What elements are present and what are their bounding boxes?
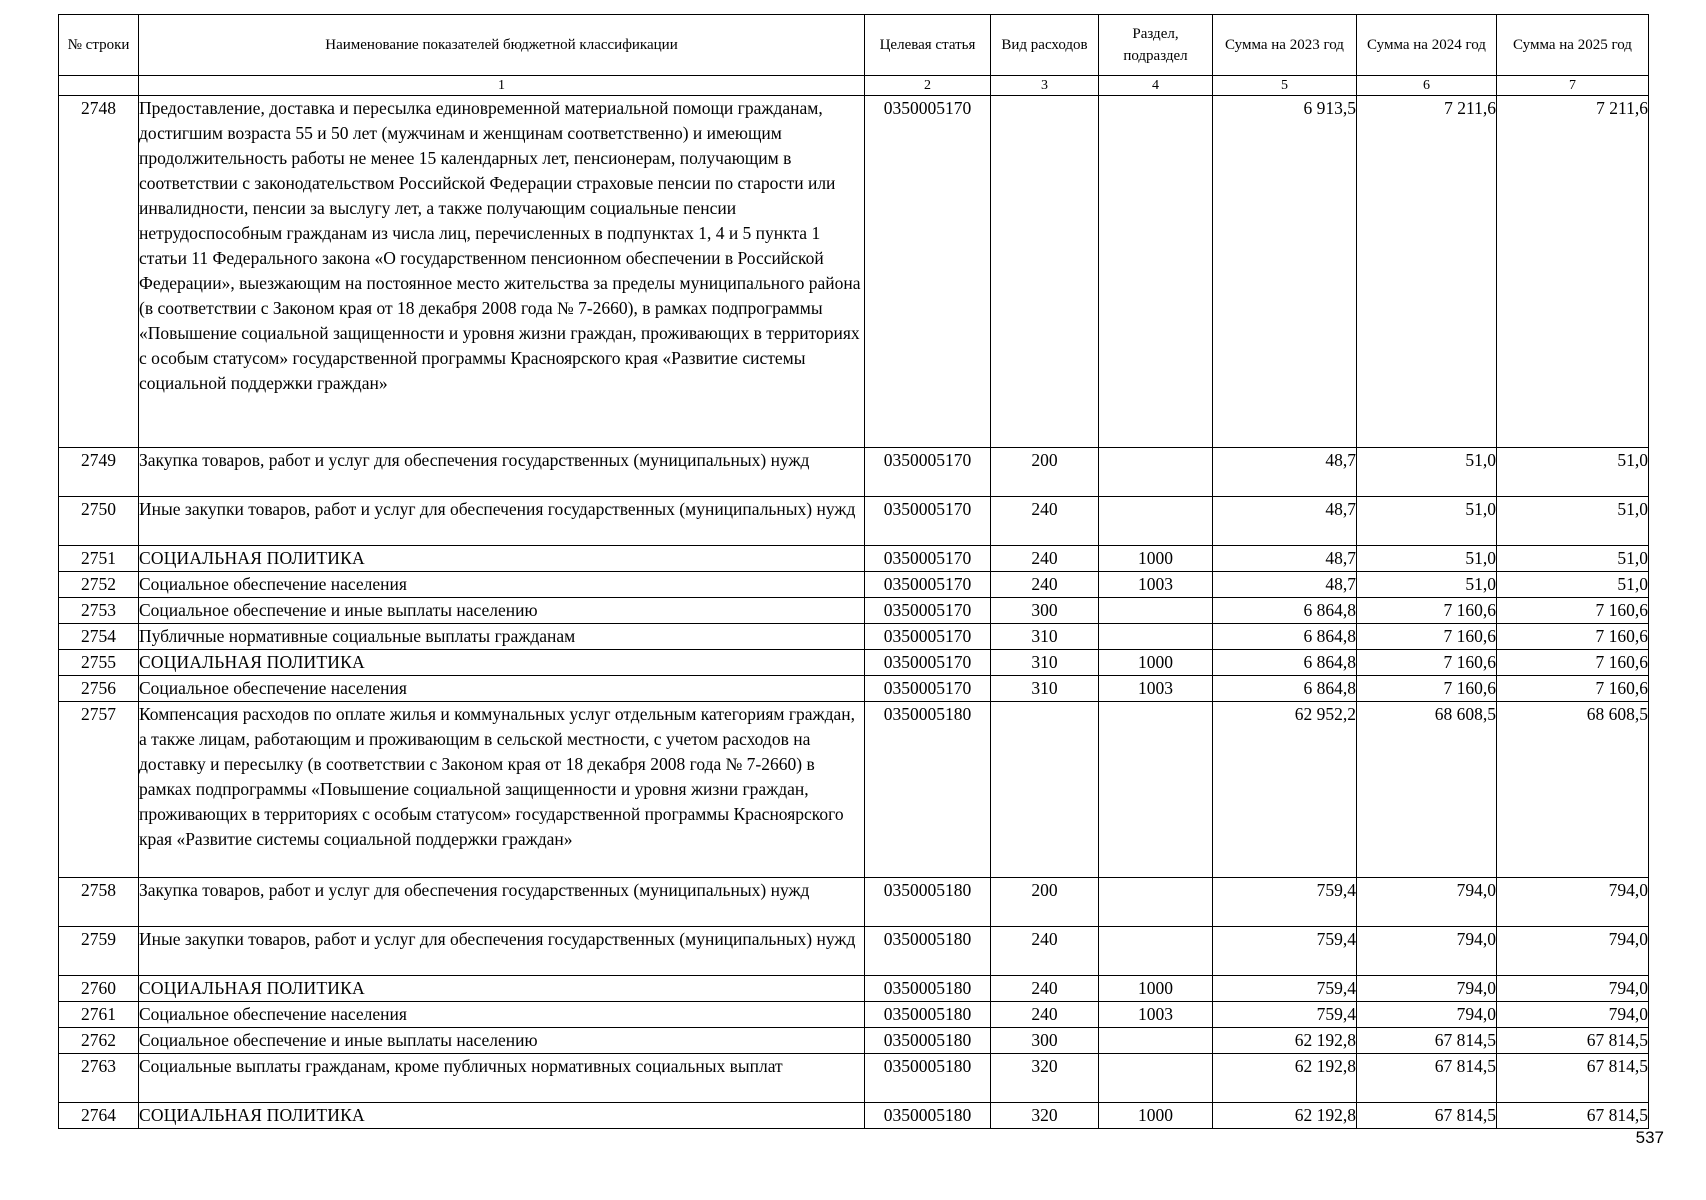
indicator-name: Закупка товаров, работ и услуг для обеспечения государственных (муниципальных) нужд — [139, 448, 865, 497]
sum-2024: 7 160,6 — [1357, 676, 1497, 702]
sum-2024: 794,0 — [1357, 878, 1497, 927]
target-article: 0350005170 — [865, 650, 991, 676]
row-number: 2758 — [59, 878, 139, 927]
sum-2023: 759,4 — [1213, 878, 1357, 927]
col-number: 1 — [139, 76, 865, 96]
section-code — [1099, 1028, 1213, 1054]
sum-2025: 68 608,5 — [1497, 702, 1649, 878]
table-row — [59, 448, 1649, 497]
section-code — [1099, 927, 1213, 976]
sum-2024: 794,0 — [1357, 976, 1497, 1002]
target-article: 0350005180 — [865, 1002, 991, 1028]
table-row — [59, 927, 1649, 976]
indicator-name: Социальное обеспечение и иные выплаты населению — [139, 598, 865, 624]
table-row — [59, 1002, 1649, 1028]
col-number: 5 — [1213, 76, 1357, 96]
expense-type: 240 — [991, 546, 1099, 572]
expense-type: 240 — [991, 1002, 1099, 1028]
expense-type: 200 — [991, 878, 1099, 927]
target-article: 0350005170 — [865, 96, 991, 448]
table-row — [59, 878, 1649, 927]
col-header-section: Раздел, подраздел — [1099, 15, 1213, 76]
indicator-name: Компенсация расходов по оплате жилья и коммунальных услуг отдельным категориям граждан, а также лицам, работающим и проживающим в сельской местности, с учетом расходов на доставку и пересылку (в соответствии с Законом края от 18 декабря 2008 года № 7-2660) в рамках подпрограммы «Повышение социальной защищенности и уровня жизни граждан, проживающих в территориях с особым статусом» государственной программы Красноярского края «Развитие системы социальной поддержки граждан» — [139, 702, 865, 878]
table-row — [59, 676, 1649, 702]
sum-2023: 759,4 — [1213, 1002, 1357, 1028]
target-article: 0350005170 — [865, 497, 991, 546]
sum-2023: 6 864,8 — [1213, 676, 1357, 702]
col-number: 7 — [1497, 76, 1649, 96]
indicator-name: Публичные нормативные социальные выплаты гражданам — [139, 624, 865, 650]
target-article: 0350005180 — [865, 702, 991, 878]
target-article: 0350005170 — [865, 572, 991, 598]
sum-2023: 48,7 — [1213, 572, 1357, 598]
row-number: 2752 — [59, 572, 139, 598]
section-code: 1000 — [1099, 546, 1213, 572]
section-code: 1000 — [1099, 650, 1213, 676]
section-code — [1099, 497, 1213, 546]
table-row — [59, 572, 1649, 598]
section-code: 1003 — [1099, 676, 1213, 702]
table-row — [59, 96, 1649, 448]
sum-2025: 7 160,6 — [1497, 650, 1649, 676]
section-code: 1003 — [1099, 572, 1213, 598]
section-code — [1099, 448, 1213, 497]
expense-type: 200 — [991, 448, 1099, 497]
budget-table — [58, 14, 1649, 1129]
indicator-name: Предоставление, доставка и пересылка единовременной материальной помощи гражданам, достигшим возраста 55 и 50 лет (мужчинам и женщинам соответственно) и имеющим продолжительность работы не менее 15 календарных лет, пенсионерам, получающим в соответствии с законодательством Российской Федерации страховые пенсии по старости или инвалидности, пенсии за выслугу лет, а также получающим социальные пенсии нетрудоспособным гражданам из числа лиц, перечисленных в подпунктах 1, 4 и 5 пункта 1 статьи 11 Федерального закона «О государственном пенсионном обеспечении в Российской Федерации», выезжающим на постоянное место жительства за пределы муниципального района (в соответствии с Законом края от 18 декабря 2008 года № 7-2660), в рамках подпрограммы «Повышение социальной защищенности и уровня жизни граждан, проживающих в территориях с особым статусом» государственной программы Красноярского края «Развитие системы социальной поддержки граждан» — [139, 96, 865, 448]
expense-type: 310 — [991, 624, 1099, 650]
expense-type: 320 — [991, 1054, 1099, 1103]
sum-2025: 7 160,6 — [1497, 676, 1649, 702]
indicator-name: Иные закупки товаров, работ и услуг для обеспечения государственных (муниципальных) нужд — [139, 497, 865, 546]
expense-type — [991, 96, 1099, 448]
expense-type: 240 — [991, 497, 1099, 546]
section-code: 1003 — [1099, 1002, 1213, 1028]
expense-type: 240 — [991, 927, 1099, 976]
table-row — [59, 702, 1649, 878]
section-code — [1099, 598, 1213, 624]
sum-2024: 68 608,5 — [1357, 702, 1497, 878]
sum-2025: 794,0 — [1497, 976, 1649, 1002]
sum-2025: 67 814,5 — [1497, 1103, 1649, 1129]
row-number: 2749 — [59, 448, 139, 497]
target-article: 0350005180 — [865, 1103, 991, 1129]
sum-2023: 62 952,2 — [1213, 702, 1357, 878]
sum-2023: 62 192,8 — [1213, 1103, 1357, 1129]
target-article: 0350005180 — [865, 1028, 991, 1054]
sum-2025: 7 160,6 — [1497, 598, 1649, 624]
sum-2024: 67 814,5 — [1357, 1028, 1497, 1054]
col-header-target: Целевая статья — [865, 15, 991, 76]
indicator-name: Социальные выплаты гражданам, кроме публичных нормативных социальных выплат — [139, 1054, 865, 1103]
expense-type: 310 — [991, 650, 1099, 676]
expense-type: 320 — [991, 1103, 1099, 1129]
section-code — [1099, 702, 1213, 878]
target-article: 0350005170 — [865, 676, 991, 702]
table-row — [59, 497, 1649, 546]
sum-2023: 48,7 — [1213, 448, 1357, 497]
col-number: 2 — [865, 76, 991, 96]
sum-2024: 67 814,5 — [1357, 1103, 1497, 1129]
sum-2024: 794,0 — [1357, 1002, 1497, 1028]
col-header-expense-type: Вид расходов — [991, 15, 1099, 76]
col-header-sum-2024: Сумма на 2024 год — [1357, 15, 1497, 76]
indicator-name: СОЦИАЛЬНАЯ ПОЛИТИКА — [139, 546, 865, 572]
sum-2025: 51,0 — [1497, 546, 1649, 572]
indicator-name: Социальное обеспечение населения — [139, 676, 865, 702]
row-number: 2754 — [59, 624, 139, 650]
sum-2023: 6 864,8 — [1213, 650, 1357, 676]
expense-type: 300 — [991, 1028, 1099, 1054]
target-article: 0350005180 — [865, 1054, 991, 1103]
col-header-row-no: № строки — [59, 15, 139, 76]
sum-2025: 67 814,5 — [1497, 1028, 1649, 1054]
sum-2024: 51,0 — [1357, 497, 1497, 546]
col-number: 6 — [1357, 76, 1497, 96]
sum-2025: 51,0 — [1497, 497, 1649, 546]
expense-type: 240 — [991, 572, 1099, 598]
sum-2024: 51,0 — [1357, 448, 1497, 497]
section-code — [1099, 1054, 1213, 1103]
target-article: 0350005180 — [865, 878, 991, 927]
row-number: 2764 — [59, 1103, 139, 1129]
expense-type: 310 — [991, 676, 1099, 702]
row-number: 2755 — [59, 650, 139, 676]
column-number-row — [59, 76, 1649, 96]
table-row — [59, 546, 1649, 572]
sum-2023: 62 192,8 — [1213, 1028, 1357, 1054]
table-row — [59, 650, 1649, 676]
expense-type — [991, 702, 1099, 878]
indicator-name: Социальное обеспечение населения — [139, 572, 865, 598]
sum-2025: 794,0 — [1497, 927, 1649, 976]
sum-2023: 6 864,8 — [1213, 624, 1357, 650]
sum-2023: 759,4 — [1213, 927, 1357, 976]
row-number: 2753 — [59, 598, 139, 624]
section-code — [1099, 878, 1213, 927]
col-header-sum-2023: Сумма на 2023 год — [1213, 15, 1357, 76]
col-number: 3 — [991, 76, 1099, 96]
row-number: 2751 — [59, 546, 139, 572]
target-article: 0350005180 — [865, 976, 991, 1002]
sum-2025: 794,0 — [1497, 1002, 1649, 1028]
row-number: 2759 — [59, 927, 139, 976]
sum-2025: 51,0 — [1497, 448, 1649, 497]
target-article: 0350005170 — [865, 448, 991, 497]
sum-2024: 794,0 — [1357, 927, 1497, 976]
sum-2025: 794,0 — [1497, 878, 1649, 927]
target-article: 0350005170 — [865, 624, 991, 650]
sum-2023: 62 192,8 — [1213, 1054, 1357, 1103]
section-code — [1099, 624, 1213, 650]
sum-2024: 7 160,6 — [1357, 598, 1497, 624]
table-row — [59, 624, 1649, 650]
row-number: 2756 — [59, 676, 139, 702]
row-number: 2757 — [59, 702, 139, 878]
sum-2024: 67 814,5 — [1357, 1054, 1497, 1103]
table-row — [59, 976, 1649, 1002]
page-number: 537 — [1635, 1128, 1664, 1147]
sum-2025: 7 211,6 — [1497, 96, 1649, 448]
sum-2024: 51,0 — [1357, 546, 1497, 572]
indicator-name: СОЦИАЛЬНАЯ ПОЛИТИКА — [139, 1103, 865, 1129]
indicator-name: Иные закупки товаров, работ и услуг для обеспечения государственных (муниципальных) нужд — [139, 927, 865, 976]
table-row — [59, 1028, 1649, 1054]
sum-2024: 7 211,6 — [1357, 96, 1497, 448]
indicator-name: СОЦИАЛЬНАЯ ПОЛИТИКА — [139, 650, 865, 676]
col-header-sum-2025: Сумма на 2025 год — [1497, 15, 1649, 76]
section-code — [1099, 96, 1213, 448]
sum-2025: 67 814,5 — [1497, 1054, 1649, 1103]
table-row — [59, 1103, 1649, 1129]
expense-type: 240 — [991, 976, 1099, 1002]
target-article: 0350005170 — [865, 598, 991, 624]
table-body — [59, 96, 1649, 1129]
row-number: 2762 — [59, 1028, 139, 1054]
col-number: 4 — [1099, 76, 1213, 96]
sum-2024: 7 160,6 — [1357, 650, 1497, 676]
sum-2023: 48,7 — [1213, 497, 1357, 546]
row-number: 2748 — [59, 96, 139, 448]
sum-2024: 51,0 — [1357, 572, 1497, 598]
indicator-name: СОЦИАЛЬНАЯ ПОЛИТИКА — [139, 976, 865, 1002]
table-row — [59, 598, 1649, 624]
row-number: 2760 — [59, 976, 139, 1002]
sum-2023: 6 864,8 — [1213, 598, 1357, 624]
sum-2024: 7 160,6 — [1357, 624, 1497, 650]
section-code: 1000 — [1099, 976, 1213, 1002]
section-code: 1000 — [1099, 1103, 1213, 1129]
sum-2025: 7 160,6 — [1497, 624, 1649, 650]
header-row — [59, 15, 1649, 76]
row-number: 2761 — [59, 1002, 139, 1028]
sum-2023: 759,4 — [1213, 976, 1357, 1002]
col-header-name: Наименование показателей бюджетной классификации — [139, 15, 865, 76]
table-row — [59, 1054, 1649, 1103]
row-number: 2763 — [59, 1054, 139, 1103]
indicator-name: Социальное обеспечение и иные выплаты населению — [139, 1028, 865, 1054]
sum-2023: 48,7 — [1213, 546, 1357, 572]
target-article: 0350005170 — [865, 546, 991, 572]
indicator-name: Социальное обеспечение населения — [139, 1002, 865, 1028]
indicator-name: Закупка товаров, работ и услуг для обеспечения государственных (муниципальных) нужд — [139, 878, 865, 927]
target-article: 0350005180 — [865, 927, 991, 976]
sum-2023: 6 913,5 — [1213, 96, 1357, 448]
col-number — [59, 76, 139, 96]
sum-2025: 51,0 — [1497, 572, 1649, 598]
row-number: 2750 — [59, 497, 139, 546]
expense-type: 300 — [991, 598, 1099, 624]
